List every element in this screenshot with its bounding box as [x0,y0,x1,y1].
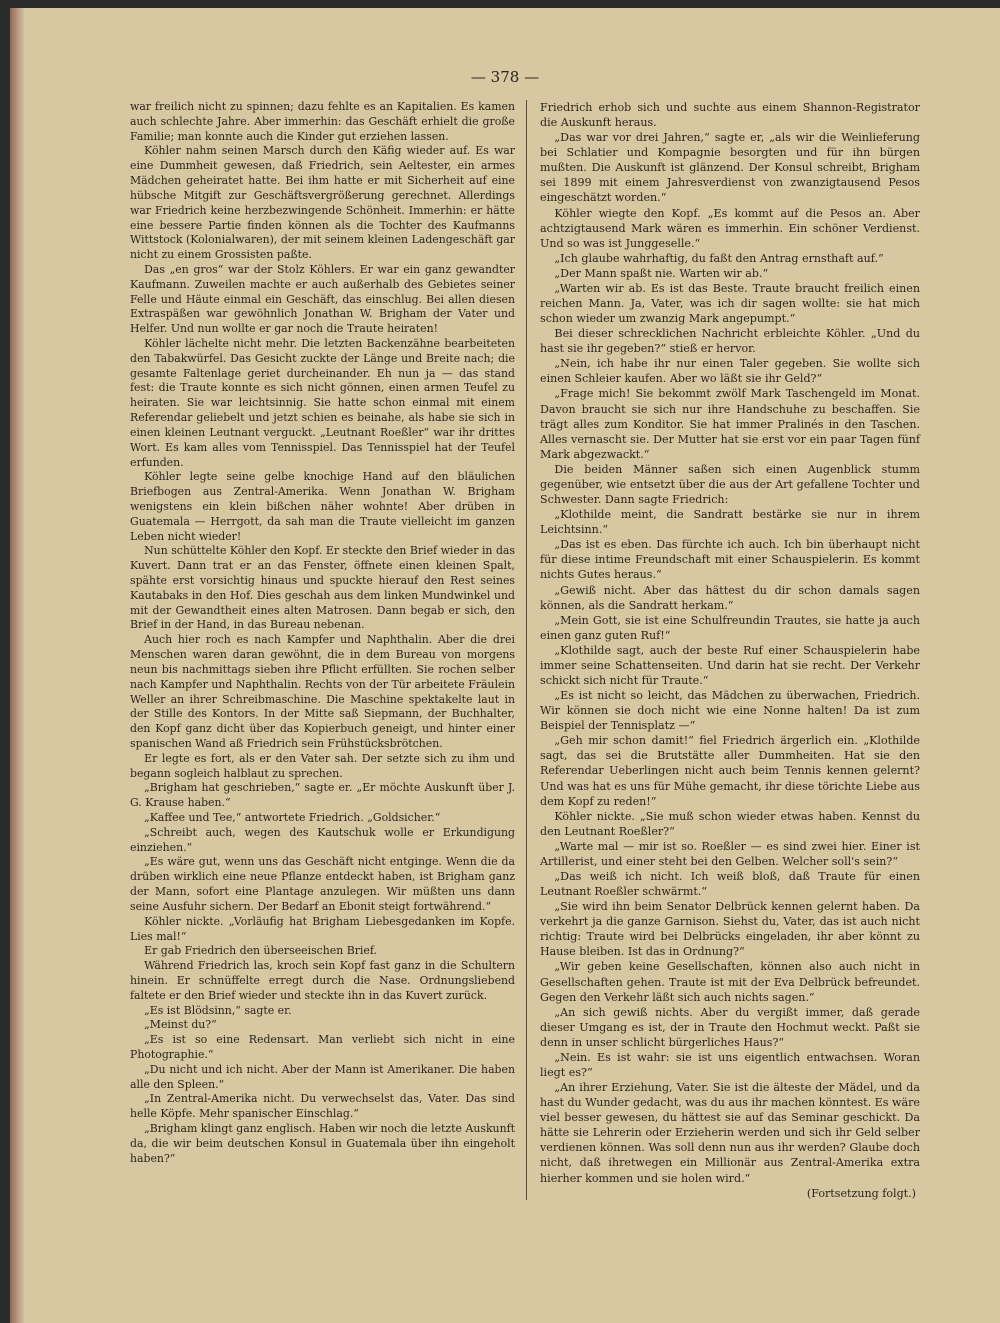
paragraph: „Das war vor drei Jahren,“ sagte er, „als wir die Weinlieferung bei Schlatier und Kompagnie besorgten und für ihn bürgen mußten. Die Auskunft ist glänzend. Der Konsul schreibt, Brigham sei 1899 mit einem Jahresverdienst von zwanzigtausend Pesos eingeschätzt worden.“ [540,131,920,205]
paragraph: „Klothilde meint, die Sandratt bestärke sie nur in ihrem Leichtsinn.“ [540,508,920,537]
paragraph: „Warten wir ab. Es ist das Beste. Traute braucht freilich einen reichen Mann. Ja, Vater, was ich dir sagen wollte: sie hat mich schon wieder um zwanzig Mark angepumpt.“ [540,281,920,326]
paragraph: „Es ist so eine Redensart. Man verliebt sich nicht in eine Photographie.“ [130,1033,515,1061]
paragraph: „Ich glaube wahrhaftig, du faßt den Antrag ernsthaft auf.“ [554,251,884,265]
paragraph: Köhler lächelte nicht mehr. Die letzten Backenzähne bearbeiteten den Tabakwürfel. Das Gesicht zuckte der Länge und Breite nach; die gesamte Faltenlage geriet durcheinander. Eh nun ja — das stand fest: die Traute konnte es sich nicht gönnen, einen armen Teufel zu heiraten. Sie war leichtsinnig. Sie hatte schon einmal mit einem Referendar geliebelt und jetzt schien es beinahe, als habe sie sich in einen kleinen Leutnant verguckt. „Leutnant Roeßler“ war ihr drittes Wort. Es kam alles vom Tennisspiel. Das Tennisspiel hat der Teufel erfunden. [130,337,515,469]
paragraph: Köhler wiegte den Kopf. „Es kommt auf die Pesos an. Aber achtzigtausend Mark wären es immerhin. Ein schöner Verdienst. Und so was ist Junggeselle.“ [540,206,920,250]
paragraph: Er gab Friedrich den überseeischen Brief. [144,944,377,958]
paragraph: Bei dieser schrecklichen Nachricht erbleichte Köhler. „Und du hast sie ihr gegeben?“ stieß er hervor. [540,327,920,356]
paragraph: „Es ist nicht so leicht, das Mädchen zu überwachen, Friedrich. Wir können sie doch nicht wie eine Nonne halten! Da ist zum Beispiel der Tennisplatz —“ [540,689,920,733]
paragraph: „Du nicht und ich nicht. Aber der Mann ist Amerikaner. Die haben alle den Spleen.“ [130,1062,515,1091]
newspaper-page [10,8,1000,1323]
paragraph: „Mein Gott, sie ist eine Schulfreundin Trautes, sie hatte ja auch einen ganz guten Ruf!“ [540,613,920,642]
paragraph: „Der Mann spaßt nie. Warten wir ab.“ [554,266,769,280]
paragraph: „Brigham hat geschrieben,“ sagte er. „Er möchte Auskunft über J. G. Krause haben.“ [130,781,515,810]
paragraph: Köhler nickte. „Vorläufig hat Brigham Liebesgedanken im Kopfe. Lies mal!“ [130,914,515,943]
column-divider [526,100,527,1200]
paragraph: Nun schüttelte Köhler den Kopf. Er steckte den Brief wieder in das Kuvert. Dann trat er an das Fenster, öffnete einen kleinen Spalt, spähte erst vorsichtig hinaus und spuckte hierauf den Rest seines Kautabaks in den Hof. Dies geschah aus dem linken Mundwinkel und mit der Gewandtheit eines alten Matrosen. Dann begab er sich, den Brief in der Hand, in das Bureau nebenan. [130,544,515,632]
right-column [540,100,920,1201]
paragraph: „Wir geben keine Gesellschaften, können also auch nicht in Gesellschaften gehen. Traute ist mit der Eva Delbrück befreundet. Gegen den Verkehr läßt sich auch nichts sagen.“ [540,960,920,1004]
paragraph: „Das ist es eben. Das fürchte ich auch. Ich bin überhaupt nicht für diese intime Freundschaft mit einer Schauspielerin. Es kommt nichts Gutes heraus.“ [540,538,920,582]
paragraph: Während Friedrich las, kroch sein Kopf fast ganz in die Schultern hinein. Er schnüffelte erregt durch die Nase. Ordnungsliebend faltete er den Brief wieder und steckte ihn in das Kuvert zurück. [130,959,515,1002]
paragraph: „Es ist Blödsinn,“ sagte er. [144,1003,292,1017]
paragraph: „Das weiß ich nicht. Ich weiß bloß, daß Traute für einen Leutnant Roeßler schwärmt.“ [540,869,920,899]
paragraph: „An ihrer Erziehung, Vater. Sie ist die älteste der Mädel, und da hast du Wunder gedacht, was du aus ihr machen könntest. Es wäre viel besser gewesen, du hättest sie auf das Seminar geschickt. Da hätte sie Lehrerin oder Erzieherin werden und sich ihr Geld selber verdienen können. Was soll denn nun aus ihr werden? Glaube doch nicht, daß ihretwegen ein Millionär aus Zentral-Amerika extra hierher kommen und sie holen wird.“ [540,1081,920,1185]
paragraph: Das „en gros“ war der Stolz Köhlers. Er war ein ganz gewandter Kaufmann. Zuweilen machte er auch außerhalb des Gebietes seiner Felle und Häute einmal ein Geschäft, das einschlug. Bei allen diesen Extraspäßen war gewöhnlich Jonathan W. Brigham der Vater und Helfer. Und nun wollte er gar noch die Traute heiraten! [130,262,515,336]
paragraph: „Sie wird ihn beim Senator Delbrück kennen gelernt haben. Da verkehrt ja die ganze Garnison. Siehst du, Vater, das ist auch nicht richtig: Traute wird bei Delbrücks eingeladen, ihr aber könnt zu Hause bleiben. Ist das in Ordnung?“ [540,900,920,959]
paragraph: „Nein, ich habe ihr nur einen Taler gegeben. Sie wollte sich einen Schleier kaufen. Aber wo läßt sie ihr Geld?“ [540,357,920,386]
left-column [130,100,515,1167]
paragraph: „Frage mich! Sie bekommt zwölf Mark Taschengeld im Monat. Davon braucht sie sich nur ihre Handschuhe zu beschaffen. Sie trägt alles zum Konditor. Sie hat immer Pralinés in den Taschen. Alles vernascht sie. Der Mutter hat sie erst vor ein paar Tagen fünf Mark abgezwackt.“ [540,387,920,461]
continuation-note: (Fortsetzung folgt.) [806,1186,916,1200]
paragraph: „Es wäre gut, wenn uns das Geschäft nicht entginge. Wenn die da drüben wirklich eine neue Pflanze entdeckt haben, ist Brigham ganz der Mann, sofort eine Plantage anzulegen. Wir müßten uns dann seine Ausfuhr sichern. Der Bedarf an Ebonit steigt fortwährend.“ [130,855,515,913]
page-number: — 378 — [470,68,540,86]
paragraph: „Warte mal — mir ist so. Roeßler — es sind zwei hier. Einer ist Artillerist, und einer steht bei den Gelben. Welcher soll's sein?“ [540,839,920,868]
paragraph: Friedrich erhob sich und suchte aus einem Shannon-Registrator die Auskunft heraus. [540,101,920,130]
paragraph: war freilich nicht zu spinnen; dazu fehlte es an Kapitalien. Es kamen auch schlechte Jahre. Aber immerhin: das Geschäft erhielt die große Familie; man konnte auch die Kinder gut erziehen lassen. [130,100,515,143]
paragraph: „Geh mir schon damit!“ fiel Friedrich ärgerlich ein. „Klothilde sagt, das sei die Brutstätte aller Dummheiten. Hat sie den Referendar Ueberlingen nicht auch beim Tennis kennen gelernt? Und was hat es uns für Mühe gemacht, ihr diese törichte Liebe aus dem Kopf zu reden!“ [540,734,920,808]
paragraph: Auch hier roch es nach Kampfer und Naphthalin. Aber die drei Menschen waren daran gewöhnt, die in dem Bureau von morgens neun bis nachmittags sieben ihre Pflicht erfüllten. Sie rochen selber nach Kampfer und Naphthalin. Rechts von der Tür arbeitete Fräulein Weller an ihrer Schreibmaschine. Die Maschine spektakelte laut in der Stille des Kontors. In der Mitte saß Siepmann, der Buchhalter, den Kopf ganz dicht über das Kopierbuch geneigt, und hinter einer spanischen Wand aß Friedrich sein Frühstücksbrötchen. [130,633,515,750]
paragraph: Köhler nickte. „Sie muß schon wieder etwas haben. Kennst du den Leutnant Roeßler?“ [540,809,920,838]
paragraph: „In Zentral-Amerika nicht. Du verwechselst das, Vater. Das sind helle Köpfe. Mehr spanischer Einschlag.“ [130,1092,515,1121]
paragraph: „Kaffee und Tee,“ antwortete Friedrich. „Goldsicher.“ [144,811,441,824]
paragraph: „Schreibt auch, wegen des Kautschuk wolle er Erkundigung einziehen.“ [130,825,515,854]
paragraph: „An sich gewiß nichts. Aber du vergißt immer, daß gerade dieser Umgang es ist, der in Traute den Hochmut weckt. Paßt sie denn in unser schlicht bürgerliches Haus?“ [540,1005,920,1049]
paragraph: „Meinst du?“ [144,1018,217,1032]
paragraph: Köhler nahm seinen Marsch durch den Käfig wieder auf. Es war eine Dummheit gewesen, daß Friedrich, sein Aeltester, ein armes Mädchen geheiratet hatte. Bei ihm hatte er mit Sicherheit auf eine hübsche Mitgift zur Geschäftsvergrößerung gerechnet. Allerdings war Friedrich keine herzbezwingende Schönheit. Immerhin: er hätte eine bessere Partie finden können als die Tochter des Kaufmanns Wittstock (Kolonialwaren), der mit seinem kleinen Ladengeschäft gar nicht zu einem Grossisten paßte. [130,144,515,262]
paragraph: Köhler legte seine gelbe knochige Hand auf den bläulichen Briefbogen aus Zentral-Amerika. Wenn Jonathan W. Brigham wenigstens ein klein bißchen näher wohnte! Aber drüben in Guatemala — Herrgott, da sah man die Traute vielleicht im ganzen Leben nicht wieder! [130,470,515,543]
paragraph: „Brigham klingt ganz englisch. Haben wir noch die letzte Auskunft da, die wir beim deutschen Konsul in Guatemala über ihn eingeholt haben?“ [130,1122,515,1165]
paragraph: „Klothilde sagt, auch der beste Ruf einer Schauspielerin habe immer seine Schattenseiten. Und darin hat sie recht. Der Verkehr schickt sich nicht für Traute.“ [540,643,920,687]
binding-edge [10,8,24,1323]
paragraph: Er legte es fort, als er den Vater sah. Der setzte sich zu ihm und begann sogleich halblaut zu sprechen. [130,751,515,780]
paragraph: „Nein. Es ist wahr: sie ist uns eigentlich entwachsen. Woran liegt es?“ [540,1050,920,1079]
paragraph: Die beiden Männer saßen sich einen Augenblick stumm gegenüber, wie entsetzt über die aus der Art gefallene Tochter und Schwester. Dann sagte Friedrich: [540,462,920,507]
paragraph: „Gewiß nicht. Aber das hättest du dir schon damals sagen können, als die Sandratt herkam.“ [540,583,920,612]
